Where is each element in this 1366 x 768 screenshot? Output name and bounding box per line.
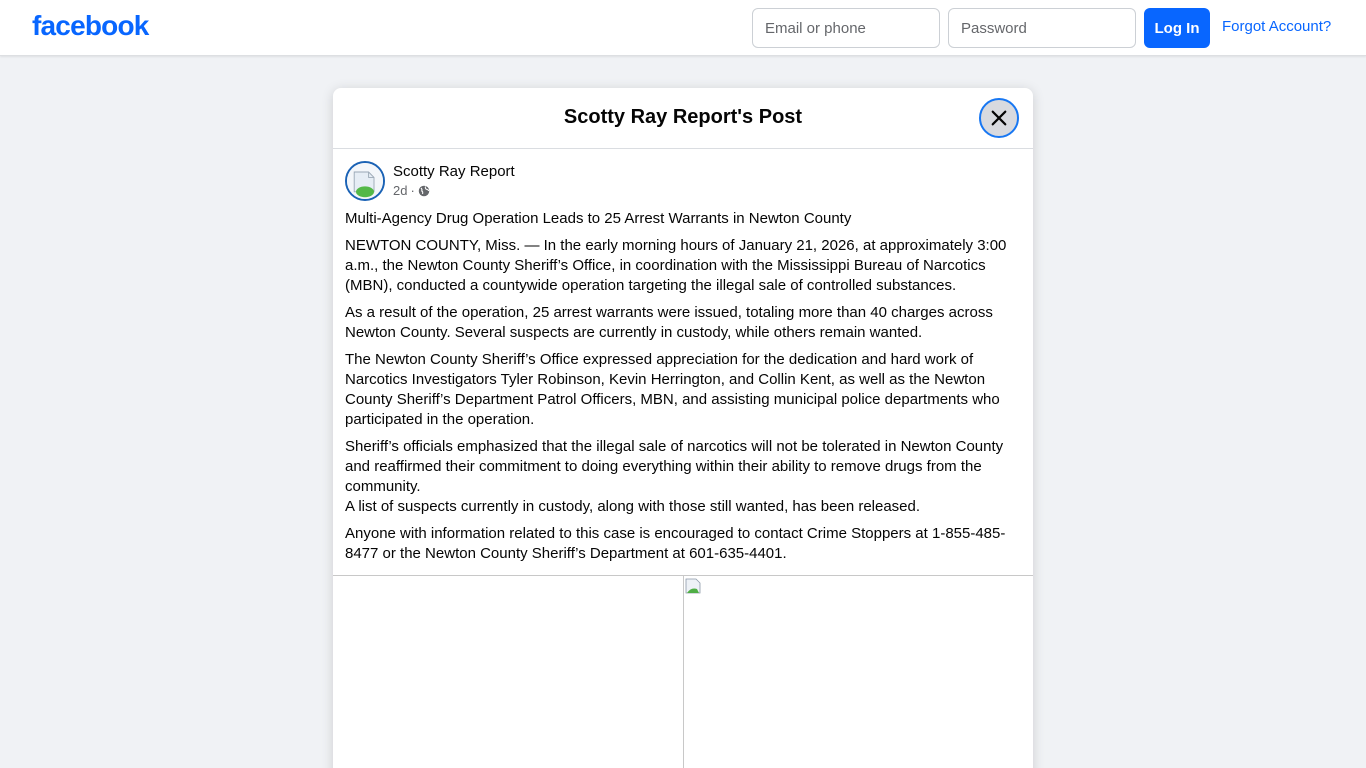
modal-title: Scotty Ray Report's Post bbox=[563, 106, 803, 128]
post-paragraph: The Newton County Sheriff’s Office expressed appreciation for the dedication and hard work of Narcotics Investigators Tyler Robinson, Kevin Herrington, and Collin Kent, as well as the Newton County Sheriff’s Department Patrol Officers, MBN, and assisting municipal police departments who participated in the operation. bbox=[345, 351, 1000, 428]
post-paragraph: NEWTON COUNTY, Miss. — In the early morning hours of January 21, 2026, at approximately 3:00 a.m., the Newton County Sheriff’s Office, in coordination with the Mississippi Bureau of Narcotics (MBN), conducted a countywide operation targeting the illegal sale of controlled substances. bbox=[345, 237, 1007, 294]
globe-icon bbox=[418, 185, 430, 197]
password-field[interactable] bbox=[948, 8, 1136, 48]
post-paragraph: Sheriff’s officials emphasized that the illegal sale of narcotics will not be tolerated in Newton County and reaffirmed their commitment to doing everything within their ability to remove drugs from the community. bbox=[345, 438, 1004, 495]
broken-image-icon bbox=[685, 578, 701, 594]
post-image-grid bbox=[333, 575, 1033, 768]
post-image-2[interactable] bbox=[684, 576, 1033, 768]
facebook-logo[interactable]: facebook bbox=[32, 10, 149, 41]
email-field[interactable] bbox=[752, 8, 940, 48]
modal-header bbox=[333, 88, 1033, 149]
post-author[interactable]: Scotty Ray Report bbox=[393, 163, 515, 180]
post-meta bbox=[393, 183, 430, 198]
post-time[interactable]: 2d bbox=[393, 183, 408, 198]
post-headline: Multi-Agency Drug Operation Leads to 25 Arrest Warrants in Newton County bbox=[345, 210, 852, 227]
close-button[interactable] bbox=[979, 98, 1019, 138]
post-modal bbox=[333, 88, 1033, 768]
top-navigation-bar bbox=[0, 0, 1366, 56]
post-paragraph: As a result of the operation, 25 arrest warrants were issued, totaling more than 40 charges across Newton County. Several suspects are currently in custody, while others remain wanted. bbox=[345, 304, 993, 341]
broken-image-icon bbox=[347, 163, 383, 199]
login-button[interactable]: Log In bbox=[1144, 8, 1210, 48]
close-icon bbox=[990, 109, 1008, 127]
post-text bbox=[333, 205, 1033, 564]
meta-separator: · bbox=[410, 183, 415, 198]
post-paragraph: Anyone with information related to this case is encouraged to contact Crime Stoppers at 1-855-485-8477 or the Newton County Sheriff’s Department at 601-635-4401. bbox=[345, 525, 1006, 562]
forgot-account-link[interactable]: Forgot Account? bbox=[1222, 18, 1332, 35]
post-paragraph: A list of suspects currently in custody, along with those still wanted, has been released. bbox=[345, 498, 921, 515]
post-image-1[interactable] bbox=[333, 576, 684, 768]
avatar[interactable] bbox=[345, 161, 385, 201]
post-header bbox=[333, 149, 1033, 205]
